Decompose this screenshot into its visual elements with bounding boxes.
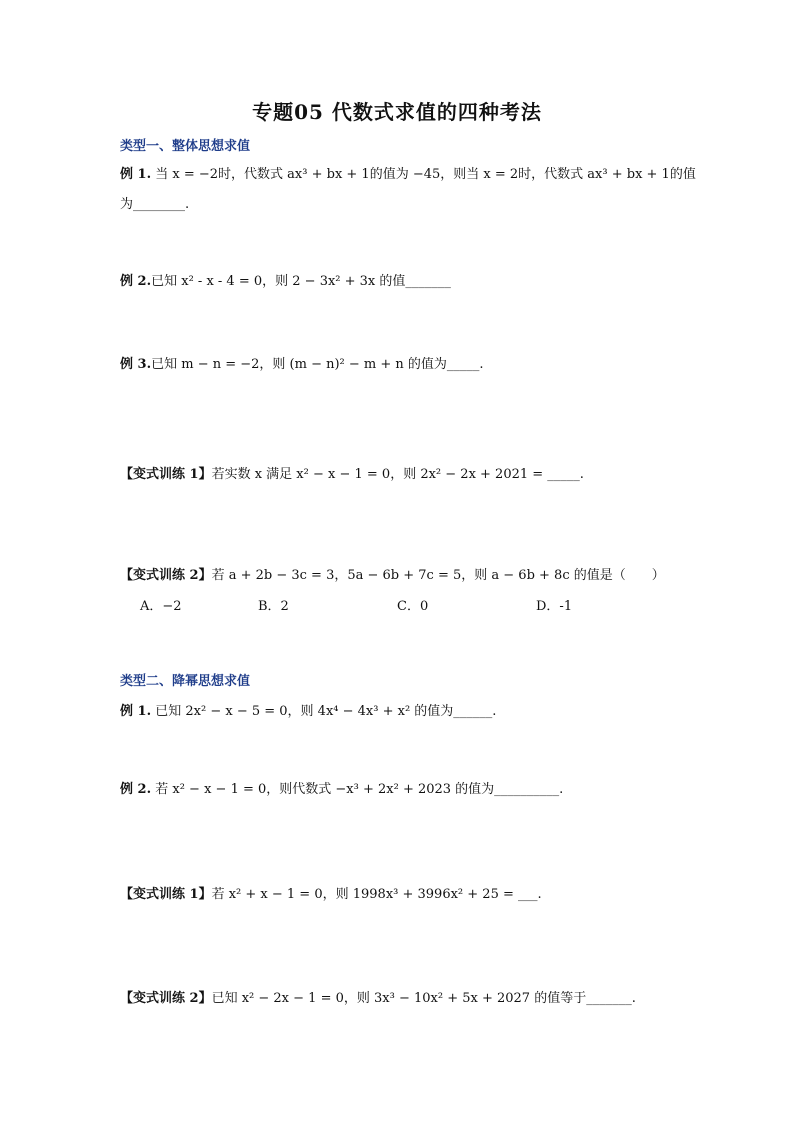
- section-heading-2: 类型二、降幂思想求值: [120, 674, 251, 689]
- section2-example-1: [120, 703, 496, 721]
- example-2-text: 已知 x² - x - 4 = 0，则 2 − 3x² + 3x 的值_______: [151, 274, 451, 289]
- example-1: [120, 166, 696, 184]
- variant-1-text: 若实数 x 满足 x² − x − 1 = 0，则 2x² − 2x + 2021 = _____.: [211, 467, 584, 482]
- option-c: C．0: [397, 599, 429, 614]
- section2-variant-training-1: [120, 886, 542, 904]
- section-heading-1: 类型一、整体思想求值: [120, 139, 251, 154]
- example-2-label: 例 2.: [120, 274, 152, 289]
- variant-2-label: 【变式训练 2】: [120, 568, 212, 583]
- option-a: A．−2: [140, 599, 182, 614]
- variant-2-text: 若 a + 2b − 3c = 3，5a − 6b + 7c = 5，则 a − 6b + 8c 的值是（ ）: [211, 568, 665, 583]
- example-1-label: 例 1.: [120, 167, 152, 182]
- section2-variant-2-text: 已知 x² − 2x − 1 = 0，则 3x³ − 10x² + 5x + 2027 的值等于_______.: [211, 991, 636, 1006]
- example-1-text: 当 x = −2时，代数式 ax³ + bx + 1的值为 −45，则当 x = 2时，代数式 ax³ + bx + 1的值: [155, 167, 696, 182]
- section2-variant-1-text: 若 x² + x − 1 = 0，则 1998x³ + 3996x² + 25 = ___.: [211, 887, 542, 902]
- example-3-label: 例 3.: [120, 357, 152, 372]
- example-3-text: 已知 m − n = −2，则 (m − n)² − m + n 的值为_____.: [151, 357, 484, 372]
- variant-training-1: [120, 466, 584, 484]
- section2-variant-2-label: 【变式训练 2】: [120, 991, 212, 1006]
- variant-training-2: [120, 567, 665, 585]
- section2-variant-1-label: 【变式训练 1】: [120, 887, 212, 902]
- section2-example-2-text: 若 x² − x − 1 = 0，则代数式 −x³ + 2x² + 2023 的值为__________.: [155, 782, 564, 797]
- page-title: 专题05 代数式求值的四种考法: [252, 100, 542, 124]
- example-3: [120, 356, 484, 374]
- section2-variant-training-2: [120, 990, 636, 1008]
- option-b: B．2: [258, 599, 289, 614]
- example-1-continuation: 为________.: [120, 197, 190, 212]
- option-d: D．-1: [536, 599, 573, 614]
- section2-example-2: [120, 781, 563, 799]
- example-2: [120, 273, 451, 291]
- section2-example-1-label: 例 1.: [120, 704, 152, 719]
- section2-example-1-text: 已知 2x² − x − 5 = 0，则 4x⁴ − 4x³ + x² 的值为______.: [155, 704, 497, 719]
- variant-1-label: 【变式训练 1】: [120, 467, 212, 482]
- section2-example-2-label: 例 2.: [120, 782, 152, 797]
